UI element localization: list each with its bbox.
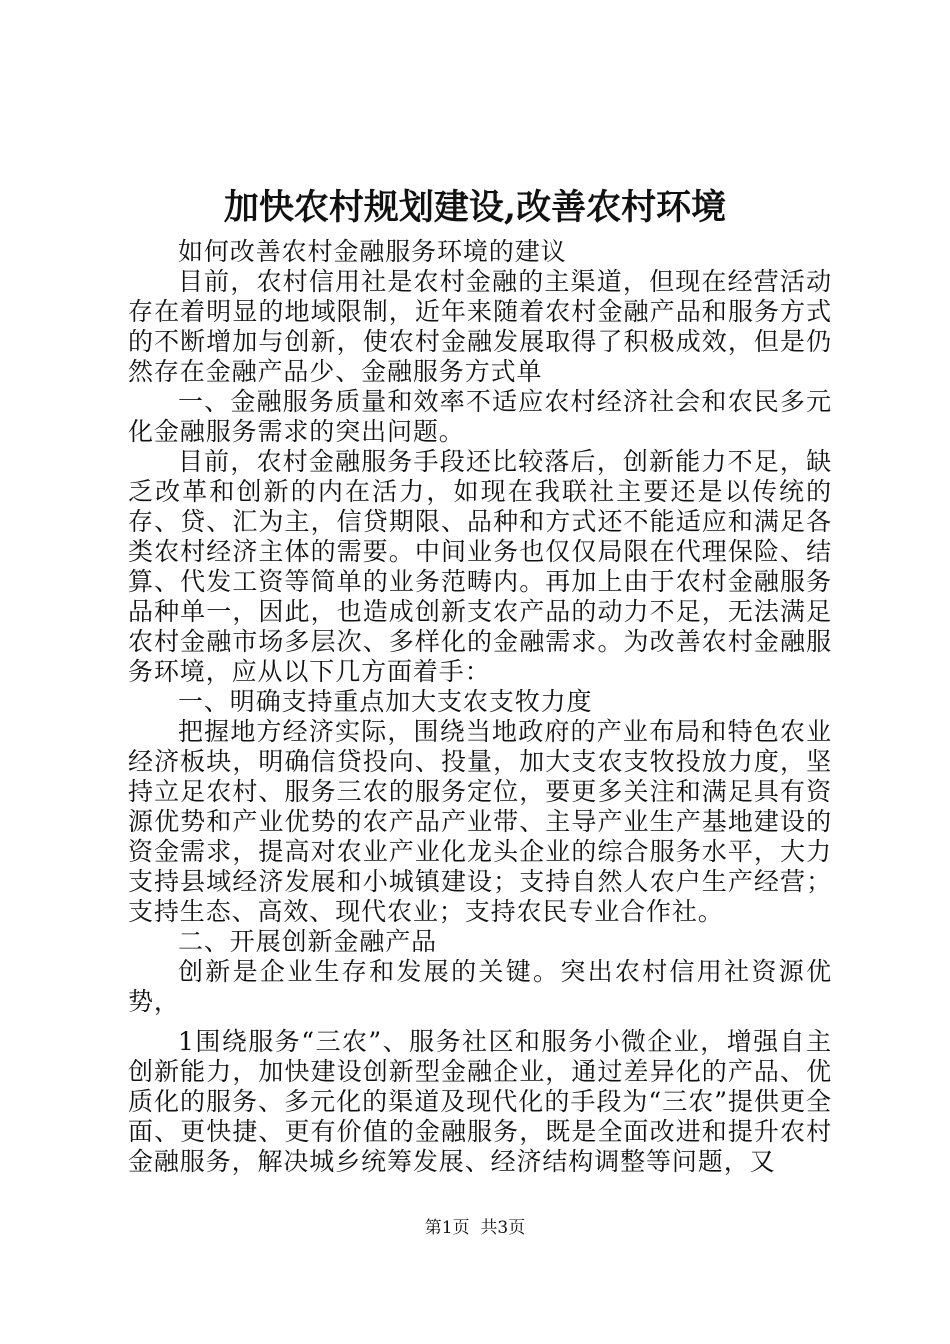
document-body-section-1	[128, 237, 832, 1017]
page-number: 第1页	[424, 1218, 470, 1238]
section-heading: 二、开展创新金融产品	[178, 927, 438, 956]
body-paragraph: 如何改善农村金融服务环境的建议	[178, 237, 567, 266]
section-heading: 一、明确支持重点加大支农支牧力度	[178, 687, 593, 716]
body-paragraph: 创新是企业生存和发展的关键。突出农村信用社资源优势，	[128, 957, 832, 1016]
body-paragraph: 目前，农村金融服务手段还比较落后，创新能力不足，缺乏改革和创新的内在活力，如现在我联社主要还是以传统的存、贷、汇为主，信贷期限、品种和方式还不能适应和满足各类农村经济主体的需要。中间业务也仅仅局限在代理保险、结算、代发工资等简单的业务范畴内。再加上由于农村金融服务品种单一，因此，也造成创新支农产品的动力不足，无法满足农村金融市场多层次、多样化的金融需求。为改善农村金融服务环境，应从以下几方面着手：	[128, 447, 832, 686]
page-total: 共3页	[480, 1218, 526, 1238]
body-paragraph: 一、金融服务质量和效率不适应农村经济社会和农民多元化金融服务需求的突出问题。	[128, 387, 832, 446]
page-footer	[0, 1216, 950, 1240]
body-paragraph: 1围绕服务“三农”、服务社区和服务小微企业，增强自主创新能力，加快建设创新型金融企业，通过差异化的产品、优质化的服务、多元化的渠道及现代化的手段为“三农”提供更全面、更快捷、更有价值的金融服务，既是全面改进和提升农村金融服务，解决城乡统筹发展、经济结构调整等问题，又	[128, 1027, 832, 1176]
document-title: 加快农村规划建设,改善农村环境	[223, 187, 727, 228]
body-paragraph: 把握地方经济实际，围绕当地政府的产业布局和特色农业经济板块，明确信贷投向、投量，加大支农支牧投放力度，坚持立足农村、服务三农的服务定位，要更多关注和满足具有资源优势和产业优势的农产品产业带、主导产业生产基地建设的资金需求，提高对农业产业化龙头企业的综合服务水平，大力支持县域经济发展和小城镇建设；支持自然人农户生产经营；支持生态、高效、现代农业；支持农民专业合作社。	[128, 717, 832, 926]
body-paragraph: 目前，农村信用社是农村金融的主渠道，但现在经营活动存在着明显的地域限制，近年来随着农村金融产品和服务方式的不断增加与创新，使农村金融发展取得了积极成效，但是仍然存在金融产品少、金融服务方式单	[128, 267, 832, 386]
document-body-section-2	[128, 1027, 832, 1177]
